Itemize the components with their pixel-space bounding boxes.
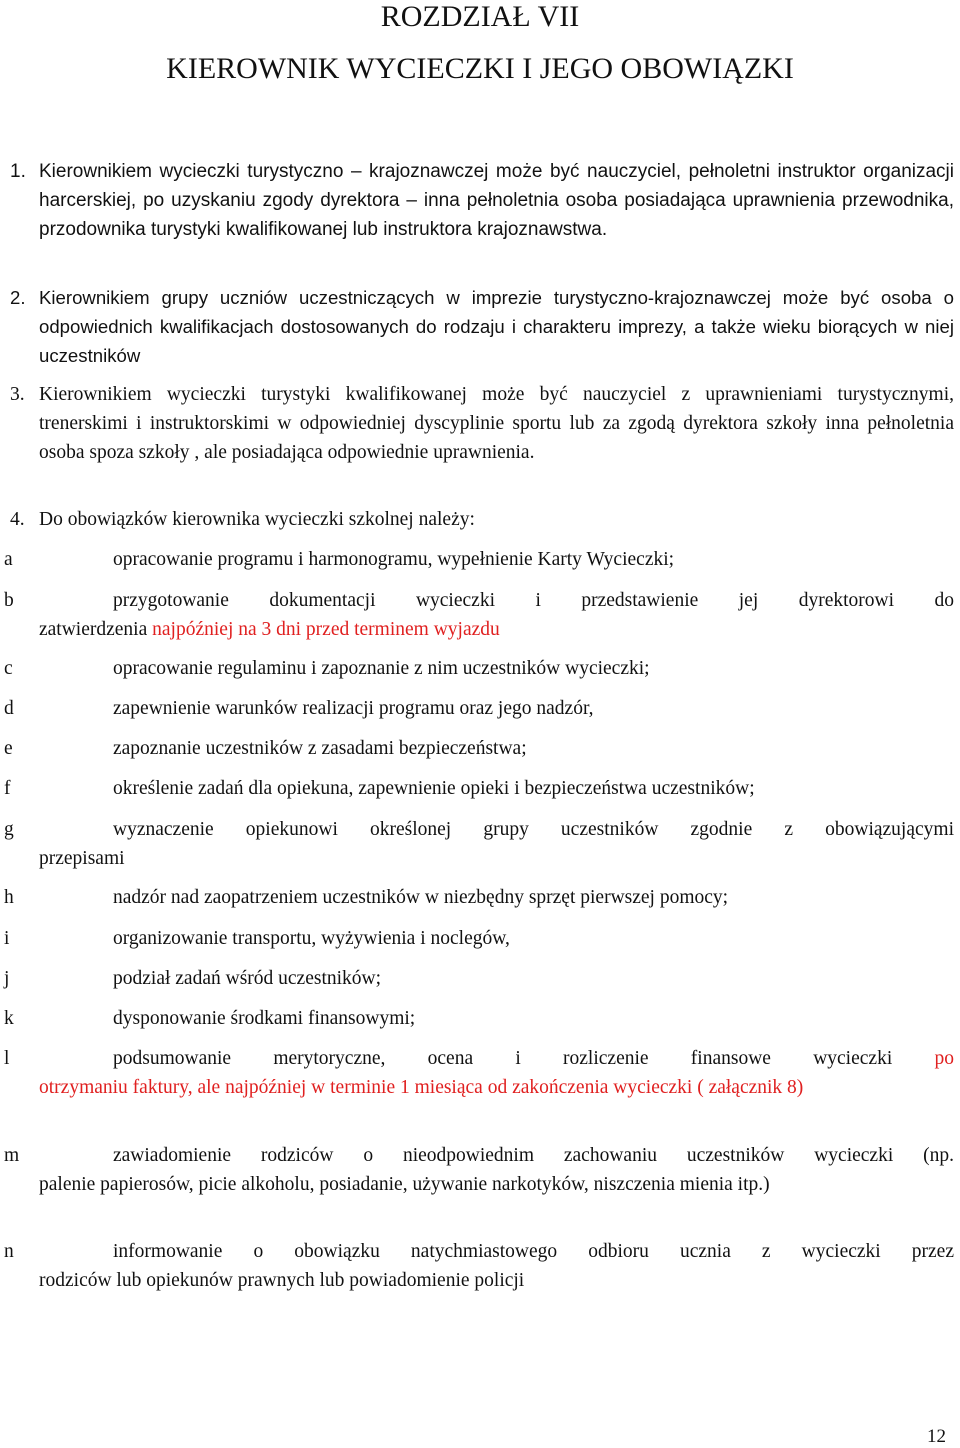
- item-letter: m: [4, 1145, 20, 1166]
- item-text: nadzór nad zaopatrzeniem uczestników w niezbędny sprzęt pierwszej pomocy;: [113, 887, 729, 908]
- item-letter: d: [4, 698, 14, 719]
- item-letter: j: [4, 968, 10, 989]
- list-item-k: [4, 1004, 954, 1033]
- list-item-g: [4, 815, 954, 873]
- list-item-b: [4, 586, 954, 644]
- item-text: zapewnienie warunków realizacji programu oraz jego nadzór,: [113, 698, 594, 719]
- item-letter: i: [4, 928, 10, 949]
- deadline-highlight: najpóźniej na 3 dni przed terminem wyjazdu: [152, 619, 500, 640]
- item-text: opracowanie regulaminu i zapoznanie z nim uczestników wycieczki;: [113, 658, 650, 679]
- paragraph-3: [10, 380, 954, 467]
- paragraph-text: Kierownikiem grupy uczniów uczestniczących w imprezie turystyczno-krajoznawczej może być osoba o odpowiednich kwalifikacjach dostosowanych do rodzaju i charakteru imprezy, a także wieku biorących w niej uczestników: [39, 287, 954, 366]
- list-item-i: [4, 924, 954, 953]
- item-text: podział zadań wśród uczestników;: [113, 968, 382, 989]
- deadline-highlight: po: [934, 1048, 954, 1069]
- item-text: przygotowanie dokumentacji wycieczki i przedstawienie jej dyrektorowi do: [113, 590, 954, 611]
- item-letter: k: [4, 1008, 14, 1029]
- list-item-m: [4, 1141, 954, 1199]
- item-text: zapoznanie uczestników z zasadami bezpieczeństwa;: [113, 738, 527, 759]
- paragraph-text: Do obowiązków kierownika wycieczki szkolnej należy:: [39, 509, 475, 530]
- item-text: dysponowanie środkami finansowymi;: [113, 1008, 416, 1029]
- item-continuation: palenie papierosów, picie alkoholu, posiadanie, używanie narkotyków, niszczenia mienia itp.): [39, 1174, 770, 1195]
- list-item-d: [4, 694, 954, 723]
- item-letter: e: [4, 738, 13, 759]
- item-continuation: otrzymaniu faktury, ale najpóźniej w terminie 1 miesiąca od zakończenia wycieczki ( załącznik 8): [39, 1077, 804, 1098]
- list-item-a: [4, 545, 954, 574]
- item-text: wyznaczenie opiekunowi określonej grupy uczestników zgodnie z obowiązującymi: [113, 819, 954, 840]
- item-letter: g: [4, 819, 14, 840]
- list-item-f: [4, 774, 954, 803]
- item-continuation: przepisami: [39, 848, 125, 869]
- list-item-h: [4, 883, 954, 912]
- list-item-n: [4, 1237, 954, 1295]
- paragraph-1: [10, 157, 954, 244]
- paragraph-4: [10, 505, 954, 534]
- item-letter: a: [4, 549, 13, 570]
- item-continuation-text: zatwierdzenia: [39, 619, 148, 640]
- item-text: podsumowanie merytoryczne, ocena i rozliczenie finansowe wycieczki: [113, 1048, 893, 1069]
- item-text: opracowanie programu i harmonogramu, wypełnienie Karty Wycieczki;: [113, 549, 675, 570]
- paragraph-number: 3.: [10, 384, 25, 405]
- item-text: określenie zadań dla opiekuna, zapewnienie opieki i bezpieczeństwa uczestników;: [113, 778, 755, 799]
- paragraph-text: Kierownikiem wycieczki turystyczno – krajoznawczej może być nauczyciel, pełnoletni instruktor organizacji harcerskiej, po uzyskaniu zgody dyrektora – inna pełnoletnia osoba posiadająca uprawnienia przewodnika, przodownika turystyki kwalifikowanej lub instruktora krajoznawstwa.: [39, 161, 954, 240]
- paragraph-text: Kierownikiem wycieczki turystyki kwalifikowanej może być nauczyciel z uprawnieniami turystycznymi, trenerskimi i instruktorskimi w odpowiedniej dyscyplinie sportu lub za zgodą dyrektora szkoły inna pełnoletnia osoba spoza szkoły , ale posiadająca odpowiednie uprawnienia.: [39, 384, 954, 463]
- page-number: 12: [927, 1426, 946, 1447]
- paragraph-2: [10, 283, 954, 370]
- item-letter: l: [4, 1048, 10, 1069]
- item-text: organizowanie transportu, wyżywienia i noclegów,: [113, 928, 510, 949]
- item-letter: c: [4, 658, 13, 679]
- list-item-j: [4, 964, 954, 993]
- item-letter: f: [4, 778, 11, 799]
- item-letter: n: [4, 1241, 14, 1262]
- item-text: informowanie o obowiązku natychmiastowego odbioru ucznia z wycieczki przez: [113, 1241, 954, 1262]
- list-item-c: [4, 654, 954, 683]
- item-continuation: [39, 615, 954, 644]
- chapter-title: KIEROWNIK WYCIECZKI I JEGO OBOWIĄZKI: [166, 52, 794, 85]
- list-item-e: [4, 734, 954, 763]
- chapter-number: ROZDZIAŁ VII: [380, 0, 580, 33]
- item-text-line: [113, 1044, 954, 1073]
- paragraph-number: 4.: [10, 509, 25, 530]
- item-letter: b: [4, 590, 14, 611]
- list-item-l: [4, 1044, 954, 1102]
- paragraph-number: 2.: [10, 287, 26, 308]
- item-letter: h: [4, 887, 14, 908]
- paragraph-number: 1.: [10, 161, 26, 182]
- item-continuation: rodziców lub opiekunów prawnych lub powiadomienie policji: [39, 1270, 525, 1291]
- item-text: zawiadomienie rodziców o nieodpowiednim zachowaniu uczestników wycieczki (np.: [113, 1145, 954, 1166]
